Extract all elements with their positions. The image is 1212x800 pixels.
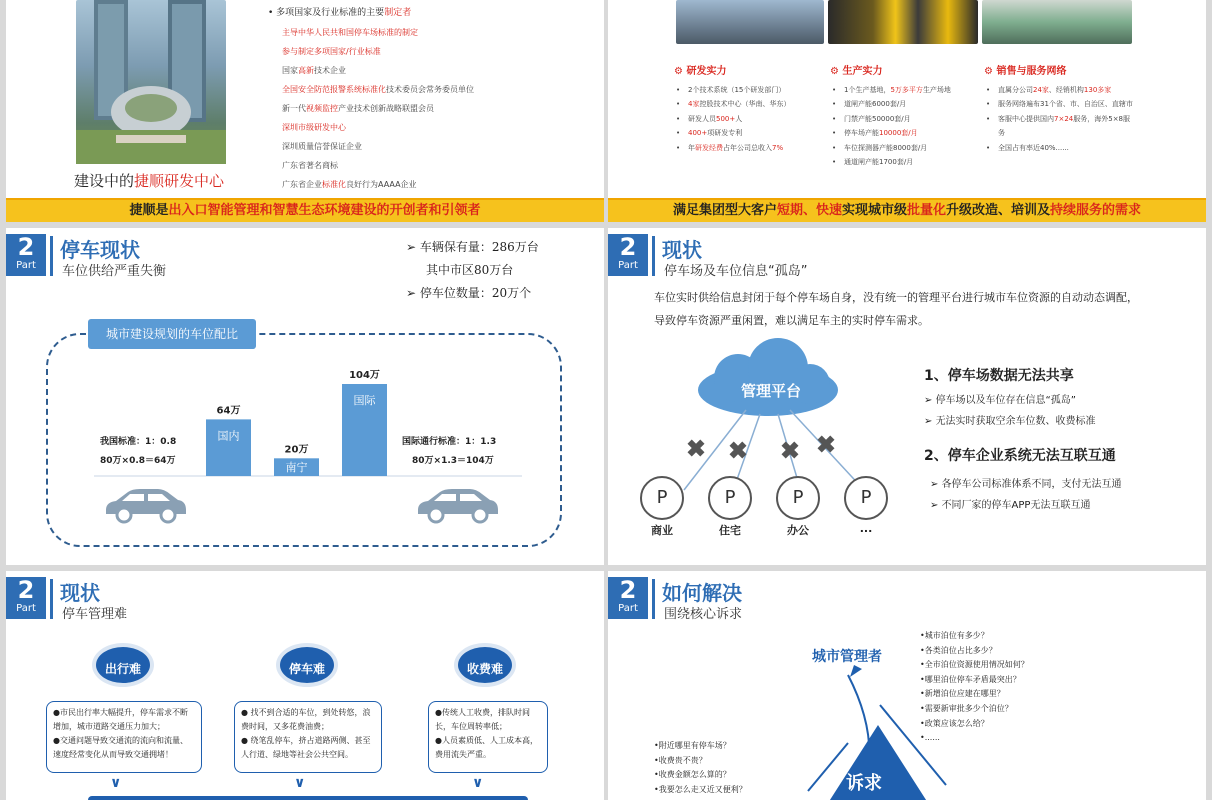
question-item: •哪里泊位停车矛盾最突出？ — [920, 674, 1021, 684]
parking-node-label: 办公 — [787, 524, 809, 537]
caption-prefix: 建设中的 — [74, 172, 135, 190]
plain-text: 技术委员会常务委员单位 — [386, 85, 474, 94]
bullet-dot: • — [832, 100, 837, 109]
stat-vehicles: ➢ 车辆保有量：286万台 — [406, 236, 539, 259]
demand-text-b: 短期、快速 — [776, 203, 842, 218]
car-owner-questions — [654, 739, 747, 797]
qualification-item — [262, 99, 592, 118]
slide-title: 如何解决 — [662, 581, 742, 605]
stat-spaces: ➢ 停车位数量：20万个 — [406, 282, 539, 305]
left-note-line-1: 我国标准：1：0.8 — [100, 437, 177, 447]
plain-text: 项研发专利 — [707, 129, 743, 138]
question-item: •各类泊位占比多少？ — [920, 645, 997, 655]
slide-company-overview — [6, 0, 604, 222]
issue-one-item: ➢ 停车场以及车位存在信息“孤岛” — [924, 390, 1194, 411]
qualification-item — [262, 80, 592, 99]
bullet-dot: • — [986, 143, 991, 152]
factory-photo-2 — [828, 0, 978, 44]
issue-one-item: ➢ 无法实时获取空余车位数、收费标准 — [924, 411, 1194, 432]
question-item: •需要新审批多少个泊位？ — [920, 703, 1013, 713]
cloud-icon — [698, 338, 838, 416]
description-line: ● 找不到合适的车位，到处转悠，浪费时间，又多花费油费； — [241, 708, 371, 731]
plain-text: 技术企业 — [314, 66, 346, 75]
plain-text: 新一代 — [282, 104, 306, 113]
issue-two-item: ➢ 不同厂家的停车APP无法互联互通 — [924, 495, 1194, 516]
parking-p-icon: P — [776, 476, 820, 520]
column-title: 生产实力 — [842, 66, 883, 77]
parking-node-label: 住宅 — [719, 524, 741, 537]
plain-text: 车位探测器产能8000套/月 — [844, 143, 928, 152]
strength-item — [830, 112, 980, 126]
bar-国内 — [206, 419, 251, 476]
highlight-text: 主导中华人民共和国停车场标准的制定 — [282, 28, 418, 37]
strength-column — [674, 62, 824, 155]
cloud-label: 管理平台 — [740, 382, 801, 400]
highlight-text: 130多家 — [1083, 86, 1112, 94]
highlight-text: 标准化 — [322, 180, 346, 189]
slogan-bar — [6, 198, 604, 222]
ratio-box-label: 城市建设规划的车位配比 — [88, 319, 256, 349]
parking-node-label: ... — [859, 522, 873, 535]
left-standard-note — [100, 433, 176, 471]
part-label: Part — [16, 260, 36, 271]
question-item: •政策应该怎么给？ — [920, 718, 989, 728]
question-item: •收费贵不贵？ — [654, 755, 707, 765]
slide-parking-imbalance — [6, 228, 604, 565]
factory-photo-1 — [676, 0, 824, 44]
strength-item — [830, 155, 980, 169]
broken-link-icons — [683, 431, 838, 462]
issue-one-title: 1、停车场数据无法共享 — [924, 368, 1074, 384]
stat-urban: 其中市区80万台 — [426, 263, 514, 277]
part-number: 2 — [17, 233, 35, 261]
plain-text: 服务网络遍布31个省、市、自治区、直辖市 — [998, 100, 1133, 109]
strength-item — [674, 83, 824, 97]
question-item: •...... — [920, 733, 940, 743]
plain-text: 控股技术中心（华南、华东） — [699, 100, 791, 109]
slide-title: 停车现状 — [60, 238, 140, 262]
slide-subtitle: 围绕核心诉求 — [664, 607, 743, 622]
part-badge — [608, 577, 648, 619]
plain-text: 服务，海外5×8服务 — [998, 114, 1131, 138]
city-manager-label: 城市管理者 — [812, 649, 882, 665]
part-label: Part — [618, 603, 638, 614]
chevron-down-icon: ∨ — [472, 775, 484, 791]
difficulty-description — [428, 701, 548, 773]
plain-text: 停车场产能 — [844, 129, 879, 138]
difficulty-description — [46, 701, 202, 773]
strength-item — [830, 141, 980, 155]
plain-text: 生产场地 — [922, 86, 951, 94]
bar-value-label: 20万 — [284, 444, 309, 456]
plain-text: 占年公司总收入 — [723, 143, 772, 152]
difficulty-description — [234, 701, 382, 773]
slide-info-island — [608, 228, 1206, 565]
bullet-dot: • — [832, 114, 837, 123]
qualification-item — [262, 137, 592, 156]
plain-text: 1个生产基地， — [844, 86, 891, 94]
column-heading — [674, 62, 824, 77]
highlight-text: 研发经费 — [695, 143, 723, 152]
strength-item — [674, 141, 824, 155]
demand-text-f: 持续服务的需求 — [1050, 203, 1142, 218]
title-divider — [50, 579, 53, 619]
question-item: •附近哪里有停车场？ — [654, 741, 731, 750]
slide-subtitle: 停车管理难 — [62, 607, 128, 622]
bar-value-label: 64万 — [216, 405, 241, 417]
title-divider — [652, 579, 655, 619]
strength-item — [674, 112, 824, 126]
strength-item — [984, 97, 1134, 111]
strength-item — [674, 126, 824, 140]
issue-two-item: ➢ 各停车公司标准体系不同，支付无法互通 — [924, 474, 1194, 495]
chevron-down-icon: ∨ — [110, 775, 122, 791]
part-number: 2 — [619, 233, 637, 261]
strength-column — [830, 62, 980, 169]
car-icon — [100, 484, 190, 524]
highlight-text: 视频监控 — [306, 104, 338, 113]
difficulty-badge: 出行难 — [92, 643, 154, 687]
title-divider — [652, 236, 655, 276]
bullet-dot: • — [832, 143, 837, 152]
demand-text-e: 升级改造、培训及 — [946, 203, 1051, 218]
plain-text: 多项国家及行业标准的主要 — [276, 8, 385, 18]
plain-text: 深圳质量信誉保证企业 — [282, 142, 362, 151]
plain-text: 门禁产能50000套/月 — [844, 114, 911, 123]
qualification-item — [262, 4, 592, 23]
plain-text: 广东省著名商标 — [282, 161, 338, 170]
question-item: •城市泊位有多少？ — [920, 631, 989, 640]
slogan-prefix: 捷顺是 — [129, 203, 169, 218]
bullet-dot: • — [832, 158, 837, 167]
bullet-dot: • — [676, 86, 681, 94]
part-number: 2 — [17, 576, 35, 604]
plain-text: 年 — [688, 143, 695, 152]
part-badge — [6, 577, 46, 619]
plain-text: 直属分公司 — [998, 86, 1033, 94]
strength-item — [830, 97, 980, 111]
bullet-dot: • — [986, 86, 991, 94]
building-caption — [74, 170, 224, 191]
plain-text: 客服中心提供国内 — [998, 114, 1054, 123]
bar-value-label: 104万 — [349, 370, 380, 381]
right-standard-note — [402, 433, 496, 471]
bar-category-label: 国内 — [217, 429, 240, 443]
strength-column — [984, 62, 1134, 155]
plain-text: 产业技术创新战略联盟会员 — [338, 104, 434, 113]
strength-item — [984, 83, 1134, 97]
gear-icon: ⚙ — [830, 66, 843, 77]
slide-subtitle: 车位供给严重失衡 — [62, 264, 167, 279]
bullet-dot: • — [676, 114, 681, 123]
strength-item — [674, 97, 824, 111]
rd-center-building-image — [76, 0, 226, 164]
strength-item — [830, 126, 980, 140]
slide-subtitle: 停车场及车位信息“孤岛” — [664, 264, 808, 279]
plain-text: 道闸产能6000套/月 — [844, 100, 907, 109]
slide-core-demands — [608, 571, 1206, 800]
qualification-list — [262, 4, 592, 194]
slogan-highlight: 出入口智能管理和智慧生态环境建设的开创者和引领者 — [168, 203, 481, 218]
left-note-line-2: 80万×0.8＝64万 — [100, 456, 176, 466]
parking-p-icon: P — [844, 476, 888, 520]
part-badge — [608, 234, 648, 276]
plain-text: 全国占有率近40%...... — [998, 143, 1069, 152]
parking-p-icon: P — [708, 476, 752, 520]
qualification-item — [262, 61, 592, 80]
highlight-text: 400+ — [688, 129, 708, 138]
car-icon — [412, 484, 502, 524]
difficulty-badge: 收费难 — [454, 643, 516, 687]
bullet-dot: • — [832, 129, 837, 138]
highlight-text: 7×24 — [1054, 114, 1074, 123]
description-line: ●传统人工收费，排队时间长，车位周转率低； — [435, 708, 530, 731]
description-line: ● 绕笔乱停车，挤占道路两侧、甚至人行道、绿地等社会公共空间。 — [241, 736, 371, 759]
issue-one — [924, 366, 1194, 432]
right-note-line-2: 80万×1.3＝104万 — [412, 456, 494, 466]
parking-p-icon: P — [640, 476, 684, 520]
demand-text-d: 批量化 — [907, 203, 947, 218]
highlight-text: 5万多平方 — [890, 86, 923, 94]
caption-highlight: 捷顺研发中心 — [134, 172, 225, 190]
gear-icon: ⚙ — [674, 66, 687, 77]
column-title: 研发实力 — [686, 66, 727, 77]
plain-text: 国家 — [282, 66, 298, 75]
bullet-dot: • — [986, 100, 991, 109]
plain-text: 广东省企业 — [282, 180, 322, 189]
bullet-dot: • — [676, 143, 681, 152]
plain-text: 人 — [735, 114, 743, 123]
plain-text: 良好行为AAAA企业 — [346, 180, 417, 189]
highlight-text: 全国安全防范报警系统标准化 — [282, 85, 386, 94]
plain-text: 、经销机构 — [1048, 86, 1084, 94]
question-item: •我要怎么走又近又便利？ — [654, 784, 747, 794]
description-line: ●市民出行率大幅提升，停车需求不断增加，城市道路交通压力加大； — [53, 708, 188, 731]
highlight-text: 10000套/月 — [879, 129, 918, 138]
bar-category-label: 南宁 — [285, 461, 308, 474]
plain-text: 2个技术系统（15个研发部门） — [688, 86, 786, 94]
bar-category-label: 国际 — [353, 394, 376, 407]
factory-photo-3 — [982, 0, 1132, 44]
chevron-down-icon: ∨ — [294, 775, 306, 791]
difficulty-badge: 停车难 — [276, 643, 338, 687]
highlight-text: 制定者 — [384, 8, 412, 18]
demand-bar — [608, 198, 1206, 222]
column-heading — [984, 62, 1134, 77]
qualification-item — [262, 175, 592, 194]
parking-node-label: 商业 — [651, 524, 673, 537]
strength-item — [830, 83, 980, 97]
right-note-line-1: 国际通行标准：1：1.3 — [402, 437, 497, 447]
description-line: ●交通问题导致交通流的流向和流量、速度经常变化从而导致交通拥堵！ — [53, 736, 188, 759]
column-title: 销售与服务网络 — [996, 66, 1067, 77]
description-line: ●人员素质低、人工成本高，费用流失严重。 — [435, 736, 538, 759]
strength-item — [984, 141, 1134, 155]
slide-strength — [608, 0, 1206, 222]
question-item: •全市泊位资源使用情况如何？ — [920, 660, 1029, 670]
plain-text: 通道闸产能1700套/月 — [844, 158, 914, 167]
bullet-dot: • — [986, 114, 991, 123]
parking-ratio-chart — [6, 228, 604, 565]
building-illustration — [76, 0, 226, 164]
part-label: Part — [16, 603, 36, 614]
demand-text-a: 满足集团型大客户 — [672, 203, 777, 218]
qualification-item — [262, 118, 592, 137]
column-heading — [830, 62, 980, 77]
part-number: 2 — [619, 576, 637, 604]
bullet-dot: • — [832, 86, 837, 94]
core-demand-label: 诉求 — [846, 773, 882, 794]
highlight-text: 500+ — [716, 114, 736, 123]
highlight-text: 深圳市级研发中心 — [282, 123, 346, 132]
issue-two — [924, 446, 1194, 516]
qualification-item — [262, 156, 592, 175]
highlight-text: 参与制定多项国家/行业标准 — [282, 47, 381, 56]
question-item: •新增泊位应建在哪里？ — [920, 689, 1005, 699]
part-label: Part — [618, 260, 638, 271]
slide-title: 现状 — [662, 238, 702, 262]
slide-title: 现状 — [60, 581, 100, 605]
gear-icon: ⚙ — [984, 66, 997, 77]
slide-management-difficulty — [6, 571, 604, 800]
bullet-dot: • — [268, 8, 277, 18]
bullet-dot: • — [676, 129, 681, 138]
highlight-text: 高新 — [298, 66, 314, 75]
city-manager-questions — [920, 629, 1029, 746]
issue-two-title: 2、停车企业系统无法互联互通 — [924, 448, 1116, 464]
qualification-item — [262, 42, 592, 61]
highlight-text: 7% — [772, 143, 784, 152]
question-item: •收费金额怎么算的？ — [654, 770, 731, 780]
qualification-item — [262, 23, 592, 42]
demand-text-c: 实现城市级 — [841, 203, 907, 218]
bullet-dot: • — [676, 100, 681, 109]
plain-text: 研发人员 — [688, 114, 716, 123]
strength-item — [984, 112, 1134, 141]
highlight-text: 4家 — [688, 100, 700, 109]
bottom-banner — [88, 796, 528, 800]
intro-paragraph: 车位实时供给信息封闭于每个停车场自身，没有统一的管理平台进行城市车位资源的自动动态调配， 导致停车资源严重闲置，难以满足车主的实时停车需求。 — [654, 291, 1138, 327]
highlight-text: 24家 — [1033, 86, 1049, 94]
